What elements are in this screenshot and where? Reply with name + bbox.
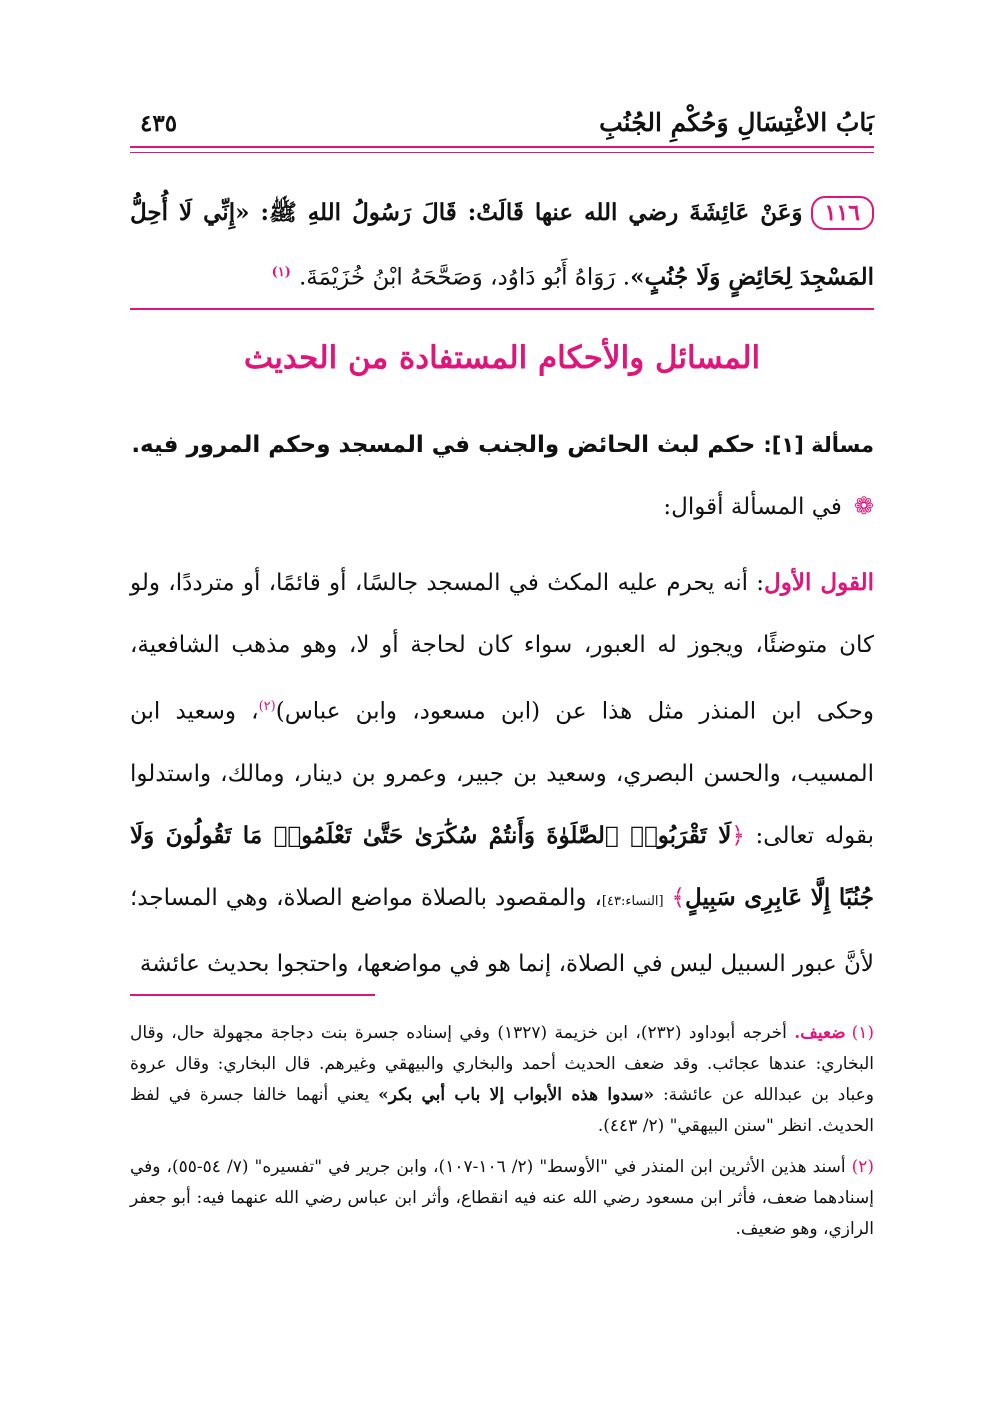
footnote-1 <box>130 1018 874 1142</box>
intro-text: في المسألة أقوال: <box>663 494 842 520</box>
issue-heading <box>130 432 874 458</box>
footnote-quote: «سدوا هذه الأبواب إلا باب أبي بكر» <box>378 1085 655 1105</box>
hadith-quote: «إِنِّي لَا أُحِلُّ المَسْجِدَ لِحَائِضٍ وَلَا جُنُبٍ» <box>130 199 874 291</box>
body-part-1: : أنه يحرم عليه المكث في المسجد جالسًا، أو قائمًا، أو مترددًا، ولو كان متوضئًا، ويجوز له العبور، سواء كان لحاجة أو لا، وهو مذهب الشافعية، وحكى ابن المنذر مثل هذا عن (ابن مسعود، وابن عباس) <box>130 570 874 725</box>
footnote-2 <box>130 1152 874 1245</box>
chapter-title: بَابُ الاغْتِسَالِ وَحُكْمِ الجُنُبِ <box>599 108 874 137</box>
hadith-intro: وَعَنْ عَائِشَةَ رضي الله عنها قَالَتْ: قَالَ رَسُولُ اللهِ ﷺ: <box>249 199 803 226</box>
footnote-ref-1[interactable]: (١) <box>271 265 291 280</box>
footnote-text: أخرجه أبوداود (٢٣٢)، ابن خزيمة (١٣٢٧) وفي إسناده جسرة بنت دجاجة مجهولة حال، وقال البخاري: عندها عجائب. وقد ضعف الحديث أحمد والبخاري والبيهقي وغيرهم. قال البخاري: وقال عروة وعباد بن عبدالله عن عائشة: <box>130 1023 874 1105</box>
hadith-number: ١١٦ <box>811 196 874 230</box>
footnote-number: (١) <box>851 1023 875 1043</box>
ayah-open-bracket: ﴿ <box>731 822 745 849</box>
section-title: المسائل والأحكام المستفادة من الحديث <box>243 340 761 376</box>
issue-title: حكم لبث الحائض والجنب في المسجد وحكم المرور فيه. <box>131 432 756 458</box>
intro-line <box>663 492 874 520</box>
footnote-grade: ضعيف. <box>794 1023 846 1043</box>
ayah-close-bracket: ﴾ <box>671 884 686 911</box>
footnotes <box>130 1018 874 1255</box>
footnote-text: أسند هذين الأثرين ابن المنذر في "الأوسط" (٢/ ١٠٦-١٠٧)، وابن جرير في "تفسيره" (٧/ ٥٤-٥٥)، وفي إسنادهما ضعف، فأثر ابن مسعود رضي الله عنه فيه انقطاع، وأثر ابن عباس رضي الله عنهما فيه: أبو جعفر الرازي، وهو ضعيف. <box>130 1157 874 1239</box>
first-opinion-label: القول الأول <box>764 569 874 596</box>
section-divider <box>130 308 874 310</box>
running-header <box>130 102 874 146</box>
issue-label: مسألة [١]: <box>763 433 874 457</box>
body-paragraph <box>130 552 874 995</box>
book-page <box>130 0 874 1418</box>
footnote-text-2: يعني أنهما خالفا جسرة في لفظ الحديث. انظر "سنن البيهقي" (٢/ ٤٤٣). <box>130 1085 874 1136</box>
hadith-source: . رَوَاهُ أَبُو دَاوُد، وَصَحَّحَهُ ابْنُ خُزَيْمَةَ. <box>298 264 631 291</box>
page-number: ٤٣٥ <box>140 110 178 137</box>
body-part-3: ، والمقصود بالصلاة مواضع الصلاة، وهي المساجد؛ لأنَّ عبور السبيل ليس في الصلاة، إنما هو في مواضعها، واحتجوا بحديث عائشة <box>130 884 874 977</box>
verse-reference: [النساء:٤٣] <box>601 893 664 909</box>
quran-verse: لَا تَقْرَبُوا۟ ٱلصَّلَوٰةَ وَأَنتُمْ سُكَٰرَىٰ حَتَّىٰ تَعْلَمُوا۟ مَا تَقُولُونَ وَلَا جُنُبًا إِلَّا عَابِرِى سَبِيلٍ <box>130 821 874 911</box>
flower-icon: ❁ <box>853 492 874 520</box>
footnote-ref-2[interactable]: (٢) <box>258 699 276 714</box>
footnote-separator <box>130 994 375 996</box>
header-rule <box>130 146 874 148</box>
header-rule-thin <box>130 152 874 153</box>
footnote-number: (٢) <box>851 1157 875 1177</box>
body-part-2: ، وسعيد ابن المسيب، والحسن البصري، وسعيد بن جبير، وعمرو بن دينار، ومالك، واستدلوا بقوله تعالى: <box>130 698 874 849</box>
hadith-text <box>130 183 874 308</box>
